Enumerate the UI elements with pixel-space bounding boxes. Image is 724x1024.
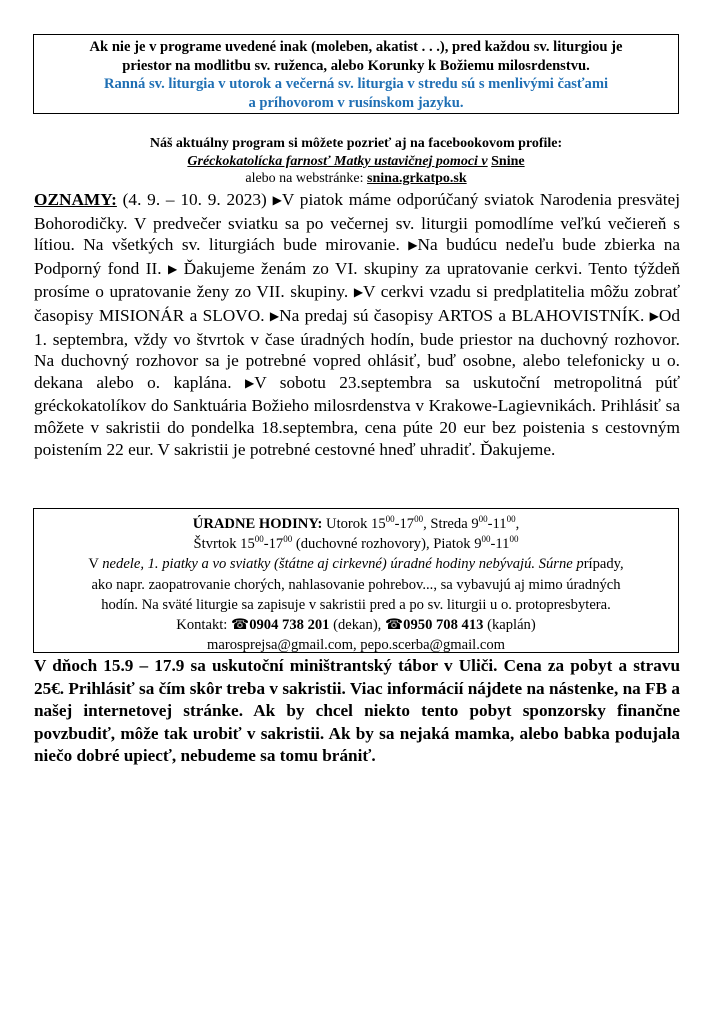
office-hours-text: -11 bbox=[490, 536, 510, 553]
announcement-item: Ďakujeme ženám zo VI. skupiny za upratovanie cerkvi. Tento týždeň prosíme o upratovanie ženy zo VII. skupiny. bbox=[34, 258, 680, 302]
office-hours-text: Štvrtok 15 bbox=[193, 536, 255, 553]
notice-line-3: Ranná sv. liturgia v utorok a večerná sv. liturgia v stredu sú s menlivými časťami bbox=[103, 76, 609, 92]
contact-label: Kontakt: bbox=[176, 617, 232, 634]
announcement-item: Od 1. septembra, vždy vo štvrtok v čase úradných hodín, bude priestor na duchovný rozhovor. Na duchovný rozhovor sa je potrebné vopred ohlásiť, buď osobne, alebo telefonicky u o. dekana alebo o. kaplána. bbox=[34, 305, 680, 392]
notice-line-4: a príhovorom v rusínskom jazyku. bbox=[248, 94, 464, 111]
office-hours-sup: 00 bbox=[506, 514, 516, 525]
phone-kaplan[interactable]: 0950 708 413 bbox=[403, 617, 484, 634]
phone-role: (dekan), bbox=[329, 617, 385, 634]
announcement-item: Na predaj sú časopisy ARTOS a BLAHOVISTNÍK. bbox=[279, 305, 650, 325]
contact-line bbox=[44, 615, 668, 635]
email-line bbox=[44, 635, 668, 655]
email-separator: , bbox=[352, 637, 361, 654]
notice-line-2: priestor na modlitbu sv. ruženca, alebo Korunky k Božiemu milosrdenstvu. bbox=[122, 57, 590, 74]
office-hours-heading: ÚRADNE HODINY: bbox=[192, 516, 323, 532]
facebook-profile-place[interactable]: Snine bbox=[491, 153, 525, 169]
office-hours-text: -17 bbox=[394, 516, 415, 532]
office-hours-text: Utorok 15 bbox=[322, 516, 386, 532]
office-hours-italic: nedele, 1. piatky a vo sviatky (štátne aj cirkevné) úradné hodiny nebývajú. Súrne p bbox=[102, 556, 584, 573]
facebook-profile-line bbox=[33, 153, 679, 171]
announcements bbox=[34, 189, 680, 460]
promo-section bbox=[33, 135, 679, 188]
office-hours-sup: 00 bbox=[478, 514, 488, 525]
office-hours-sup: 00 bbox=[509, 534, 519, 545]
office-hours-note-3: hodín. Na sväté liturgie sa zapisuje v sakristii pred a po sv. liturgii u o. protopresbytera. bbox=[101, 596, 611, 613]
triangle-bullet-icon: ▶ bbox=[269, 308, 280, 323]
promo-line: Náš aktuálny program si môžete pozrieť aj na facebookovom profile: bbox=[149, 136, 563, 151]
website-prefix: alebo na webstránke: bbox=[245, 171, 368, 186]
notice-box bbox=[33, 34, 679, 114]
announcement-item: V piatok máme odporúčaný sviatok Narodenia presvätej Bohorodičky. V predvečer sviatku sa po večernej sv. liturgii pomodlíme veľkú večiereň s lítiou. Na všetkých sv. liturgiách bude mirovanie. bbox=[34, 190, 680, 255]
email-link[interactable]: pepo.scerba@gmail.com bbox=[360, 637, 505, 654]
office-hours-line-1 bbox=[44, 514, 668, 534]
phone-role: (kaplán) bbox=[483, 617, 536, 634]
email-link[interactable]: marosprejsa@gmail.com bbox=[207, 637, 353, 654]
office-hours-line-2 bbox=[44, 534, 668, 554]
office-hours-text: -11 bbox=[487, 516, 507, 532]
office-hours-sup: 00 bbox=[385, 514, 395, 525]
office-hours-sup: 00 bbox=[283, 534, 293, 545]
office-hours-text: , Streda 9 bbox=[423, 516, 479, 532]
triangle-bullet-icon: ▶ bbox=[244, 375, 255, 390]
office-hours-sup: 00 bbox=[414, 514, 424, 525]
triangle-bullet-icon: ▶ bbox=[649, 308, 659, 323]
office-hours-sup: 00 bbox=[254, 534, 264, 545]
phone-icon: ☎ bbox=[384, 617, 404, 634]
office-hours-text: -17 bbox=[263, 536, 284, 553]
notice-line-1: Ak nie je v programe uvedené inak (moleben, akatist . . .), pred každou sv. liturgiou je bbox=[89, 39, 623, 55]
website-line bbox=[33, 170, 679, 188]
triangle-bullet-icon: ▶ bbox=[353, 285, 364, 300]
office-hours-note-2: ako napr. zaopatrovanie chorých, nahlasovanie pohrebov..., sa vybavujú aj mimo úradných bbox=[91, 576, 621, 593]
phone-dekan[interactable]: 0904 738 201 bbox=[249, 617, 330, 634]
triangle-bullet-icon: ▶ bbox=[408, 238, 418, 253]
announcements-heading: OZNAMY: bbox=[34, 190, 117, 209]
triangle-bullet-icon: ▶ bbox=[272, 193, 282, 207]
office-hours-text: , bbox=[515, 516, 520, 532]
announcement-item: V sobotu 23.septembra sa uskutoční metropolitná púť gréckokatolíkov do Sanktuária Božieho milosrdenstva v Krakowe-Lagievnikách. Prihlásiť sa môžete v sakristii do pondelka 18.septembra, cena púte 20 eur bez poistenia s cestovným poistením 22 eur. V sakristii je potrebné cestovné hneď uhradiť. Ďakujeme. bbox=[34, 372, 680, 459]
camp-announcement: V dňoch 15.9 – 17.9 sa uskutoční miništrantský tábor v Uliči. Cena za pobyt a stravu 25€. Prihlásiť sa čím skôr treba v sakristii. Viac informácií nájdete na nástenke, na FB a našej internetovej stránke. Ak by chcel niekto tento pobyt sponzorsky finančne povzbudiť, môže tak urobiť v sakristii. Ak by sa nejaká mamka, alebo babka podujala niečo dobré upiecť, nebudeme sa tomu brániť. bbox=[34, 656, 680, 765]
office-hours-note bbox=[44, 554, 668, 574]
office-hours-box bbox=[33, 508, 679, 653]
announcement-item: Na budúcu nedeľu bude zbierka na Podporný fond II. bbox=[34, 235, 680, 278]
office-hours-text: (duchovné rozhovory), Piatok 9 bbox=[292, 536, 482, 553]
facebook-profile-link[interactable]: Gréckokatolícka farnosť Matky ustavičnej pomoci v bbox=[187, 153, 488, 169]
phone-icon: ☎ bbox=[231, 617, 250, 634]
office-hours-text: V bbox=[88, 556, 103, 573]
triangle-bullet-icon: ▶ bbox=[167, 261, 178, 276]
website-link[interactable]: snina.grkatpo.sk bbox=[367, 171, 467, 186]
announcement-item: V cerkvi vzadu si predplatitelia môžu zobrať časopisy MISIONÁR a SLOVO. bbox=[34, 282, 680, 325]
announcements-date-range: (4. 9. – 10. 9. 2023) bbox=[116, 190, 273, 209]
office-hours-sup: 00 bbox=[481, 534, 491, 545]
office-hours-text: rípady, bbox=[583, 556, 624, 573]
